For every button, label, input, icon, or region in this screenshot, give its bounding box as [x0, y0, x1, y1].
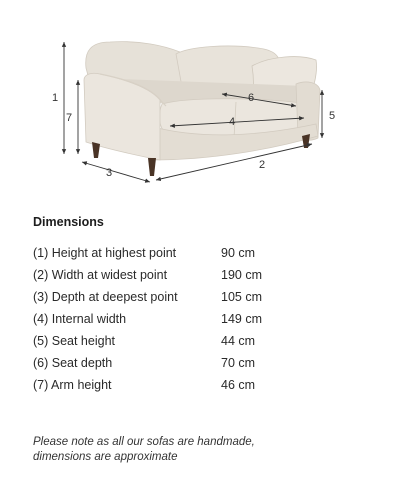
dimension-row [33, 310, 333, 332]
dimension-row [33, 376, 333, 398]
dimension-row [33, 244, 333, 266]
dimension-value: 46 cm [221, 378, 256, 392]
dimension-label: (5) Seat height [33, 334, 115, 348]
label-seat-height: 5 [329, 110, 336, 122]
dimension-label: (4) Internal width [33, 312, 127, 326]
dimension-value: 190 cm [221, 268, 262, 282]
label-depth: 3 [106, 167, 113, 179]
dimension-row [33, 332, 333, 354]
dim-line-depth [82, 162, 150, 182]
dimension-row [33, 354, 333, 376]
dimension-row [33, 288, 333, 310]
dimension-label: (7) Arm height [33, 378, 112, 392]
dimensions-list [33, 244, 333, 398]
dimension-label: (6) Seat depth [33, 356, 113, 370]
note-line-1: Please note as all our sofas are handmade, [33, 436, 255, 448]
label-overall-height: 1 [52, 92, 59, 104]
dimension-value: 90 cm [221, 246, 256, 260]
handmade-note [33, 435, 373, 465]
dimension-label: (3) Depth at deepest point [33, 290, 178, 304]
dimension-value: 44 cm [221, 334, 256, 348]
dimension-value: 105 cm [221, 290, 262, 304]
note-line-2: dimensions are approximate [33, 451, 178, 463]
sofa-illustration [84, 42, 320, 176]
label-seat-depth: 6 [248, 92, 255, 104]
section-heading: Dimensions [33, 215, 104, 229]
dimension-row [33, 266, 333, 288]
label-internal-width: 4 [229, 116, 236, 128]
label-width: 2 [259, 159, 266, 171]
dimension-label: (1) Height at highest point [33, 246, 177, 260]
label-arm-height: 7 [66, 112, 73, 124]
sofa-dimension-diagram [0, 0, 400, 200]
dimension-value: 149 cm [221, 312, 262, 326]
leg-front-left [148, 158, 156, 176]
dimension-value: 70 cm [221, 356, 256, 370]
leg-back-left [92, 142, 100, 158]
dimension-label: (2) Width at widest point [33, 268, 168, 282]
